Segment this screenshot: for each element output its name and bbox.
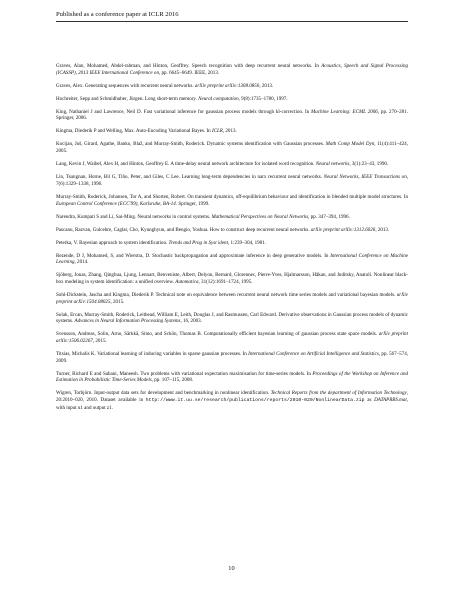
- reference-text: , 31(12):1691–1724, 1995.: [198, 278, 253, 285]
- reference-text: , 11(4):411–424, 2005.: [56, 141, 408, 155]
- reference-text: Svensson, Andreas, Solin, Arno, Särkkä, Simo, and Schön, Thomas B. Computationally efficient bayesian learning of gaussian process state space models.: [56, 331, 379, 338]
- header-rule: [56, 21, 408, 22]
- reference-text: Graves, Alex. Generating sequences with recurrent neural networks.: [56, 82, 195, 89]
- reference-text: , 2013.: [259, 82, 274, 89]
- reference-venue: DATAPRBS.mat: [374, 397, 407, 404]
- reference-text: , 3(1):23–43, 1990.: [349, 161, 389, 168]
- reference-entry: [56, 390, 408, 411]
- page-number: 10: [228, 565, 235, 572]
- reference-text: , pp. 347–394, 1996.: [308, 213, 350, 220]
- reference-entry: [56, 292, 408, 305]
- reference-text: Narendra, Kumpati S and Li, Sai-Ming. Neural networks in control systems.: [56, 213, 212, 220]
- reference-venue: arXiv preprint arXiv:1312.6026: [310, 226, 376, 233]
- reference-text: Rezende, D J, Mohamed, S, and Wierstra, D. Stochastic backpropagation and approximate inference in deep generative models. In: [56, 252, 331, 259]
- reference-venue: Technical Reports from the department of Information Technology: [270, 390, 407, 397]
- reference-text: , 1:239–304, 1981.: [228, 239, 266, 246]
- reference-venue: Advances in Neural Information Processing Systems: [74, 318, 181, 325]
- reference-text: Wigren, Torbjörn. Input-output data sets for development and benchmarking in nonlinear identification.: [56, 390, 271, 397]
- reference-text: Titsias, Michalis K. Variational learning of inducing variables in sparse gaussian processes. In: [56, 351, 249, 358]
- reference-text: , 2014.: [74, 259, 89, 266]
- reference-venue: International Conference on Machine Learning: [56, 252, 408, 266]
- reference-entry: [56, 240, 408, 247]
- reference-text: Graves, Alan, Mohamed, Abdel-rahman, and Hinton, Geoffrey. Speech recognition with deep recurrent neural networks. In: [56, 63, 322, 69]
- reference-text: Sohl-Dickstein, Jascha and Kingma, Diederik P. Technical note on equivalence between recurrent neural network time series models and variational bayesian models.: [56, 291, 397, 298]
- reference-entry: [56, 83, 408, 90]
- reference-text: King, Nathaniel J and Lawrence, Neil D. Fast variational inference for gaussian process models through kl-correction. In: [56, 108, 312, 115]
- reference-entry: [56, 214, 408, 221]
- reference-text: Murray-Smith, Roderick, Johansen, Tor A, and Shorten, Robert. On transient dynamics, off-equilibrium behaviour and identification in blended multiple model structures. In: [56, 193, 408, 200]
- reference-text: Pascanu, Razvan, Gulcehre, Caglar, Cho, Kyunghyun, and Bengio, Yoshua. How to construct deep recurrent neural networks.: [56, 226, 311, 233]
- reference-text: , pp. 270–281. Springer, 2006.: [56, 108, 408, 122]
- references-list: [56, 63, 408, 418]
- reference-entry: [56, 174, 408, 187]
- reference-venue: arXiv preprint arXiv:1504.08025: [56, 291, 408, 305]
- reference-text: , 2013.: [222, 128, 237, 135]
- reference-entry: [56, 351, 408, 364]
- reference-text: , 16, 2003.: [180, 318, 202, 325]
- reference-text: , pp. 567–574, 2009.: [56, 351, 409, 364]
- reference-url[interactable]: http://www.it.uu.se/research/publications/reports/2010-020/NonlinearData.zip: [145, 398, 365, 404]
- reference-text: , 2013.: [375, 226, 390, 233]
- running-header: Published as a conference paper at ICLR 2016: [56, 11, 179, 18]
- reference-text: , with input u1 and output z1.: [56, 397, 408, 411]
- reference-venue: Mathematical Perspectives on Neural Networks: [211, 213, 309, 220]
- reference-text: , pp. 6645–6649. IEEE, 2013.: [158, 69, 220, 76]
- reference-entry: [56, 227, 408, 234]
- reference-entry: [56, 109, 408, 122]
- reference-text: Turner, Richard E and Sahani, Maneesh. Two problems with variational expectation maximisation for time-series models. In: [56, 370, 313, 377]
- reference-venue: arXiv preprint arXiv:1506.02267: [56, 331, 408, 345]
- reference-text: , 2015.: [110, 298, 125, 305]
- reference-venue: International Conference on Artificial Intelligence and Statistics: [248, 351, 379, 358]
- reference-entry: [56, 312, 408, 325]
- reference-text: , 9(8):1735–1780, 1997.: [238, 95, 288, 102]
- reference-venue: Automatica: [175, 278, 199, 285]
- reference-text: Sjöberg, Jonas, Zhang, Qinghua, Ljung, Lennart, Benveniste, Albert, Delyon, Bernard, Glorennec, Pierre-Yves, Hjalmarsson, Håkan, and Juditsky, Anatoli. Nonlinear black-box modeling in system identification: a unified overview.: [56, 272, 408, 285]
- reference-venue: Proceedings of the Workshop on Inference and Estimation in Probabilistic Time-Series Models: [56, 370, 409, 384]
- reference-entry: [56, 253, 408, 266]
- reference-venue: Neural Networks, IEEE Transactions on: [323, 174, 407, 181]
- reference-entry: [56, 331, 408, 344]
- reference-venue: Math Comp Model Dyn: [325, 141, 375, 148]
- reference-venue: arXiv preprint arXiv:1308.0850: [194, 82, 260, 89]
- reference-text: , 20:2010–020, 2010. Dataset available in: [56, 390, 408, 404]
- reference-venue: Machine Learning: ECML 2006: [311, 108, 378, 115]
- reference-text: Hochreiter, Sepp and Schmidhuber, Jürgen. Long short-term memory.: [56, 95, 199, 102]
- reference-text: Lin, Tsungnan, Horne, Bil G, Tiňo, Peter, and Giles, C Lee. Learning long-term dependencies in narx recurrent neural networks.: [56, 174, 324, 181]
- reference-venue: European Control Conference (ECC'99), Karlsruhe, BA-14: [56, 200, 176, 207]
- reference-venue: Neural computation: [198, 95, 239, 102]
- reference-text: Lang, Kevin J, Waibel, Alex H, and Hinton, Geoffrey E. A time-delay neural network architecture for isolated word recognition.: [56, 161, 316, 168]
- reference-entry: [56, 96, 408, 103]
- reference-text: . Springer, 1999.: [175, 200, 210, 207]
- reference-text: , pp. 107–115, 2008.: [151, 377, 194, 384]
- reference-text: Kingma, Diederik P and Welling, Max. Auto-Encoding Variational Bayes. In: [56, 128, 212, 135]
- reference-entry: [56, 194, 408, 207]
- reference-entry: [56, 63, 408, 76]
- reference-venue: Acoustics, Speech and Signal Processing (ICASSP), 2013 IEEE International Conference on: [56, 63, 408, 76]
- reference-entry: [56, 371, 408, 384]
- reference-text: , 2015.: [92, 338, 107, 345]
- reference-text: Peterka, V. Bayesian approach to system identification.: [56, 239, 169, 246]
- reference-text: as: [364, 397, 375, 404]
- reference-venue: ICLR: [211, 128, 223, 135]
- reference-venue: Trends and Prog in Syst ident: [168, 239, 228, 246]
- reference-venue: Neural networks: [315, 161, 350, 168]
- reference-entry: [56, 141, 408, 154]
- reference-entry: [56, 128, 408, 135]
- reference-text: , 7(6):1329–1338, 1996.: [56, 174, 408, 187]
- reference-text: Kocijan, Juš, Girard, Agathe, Banko, Blaž, and Murray-Smith, Roderick. Dynamic systems identification with Gaussian processes.: [56, 141, 326, 148]
- reference-entry: [56, 161, 408, 168]
- reference-text: Solak, Ercan, Murray-Smith, Roderick, Leithead, William E, Leith, Douglas J, and Rasmussen, Carl Edward. Derivative observations in Gaussian process models of dynamic systems.: [56, 311, 408, 325]
- reference-entry: [56, 272, 408, 285]
